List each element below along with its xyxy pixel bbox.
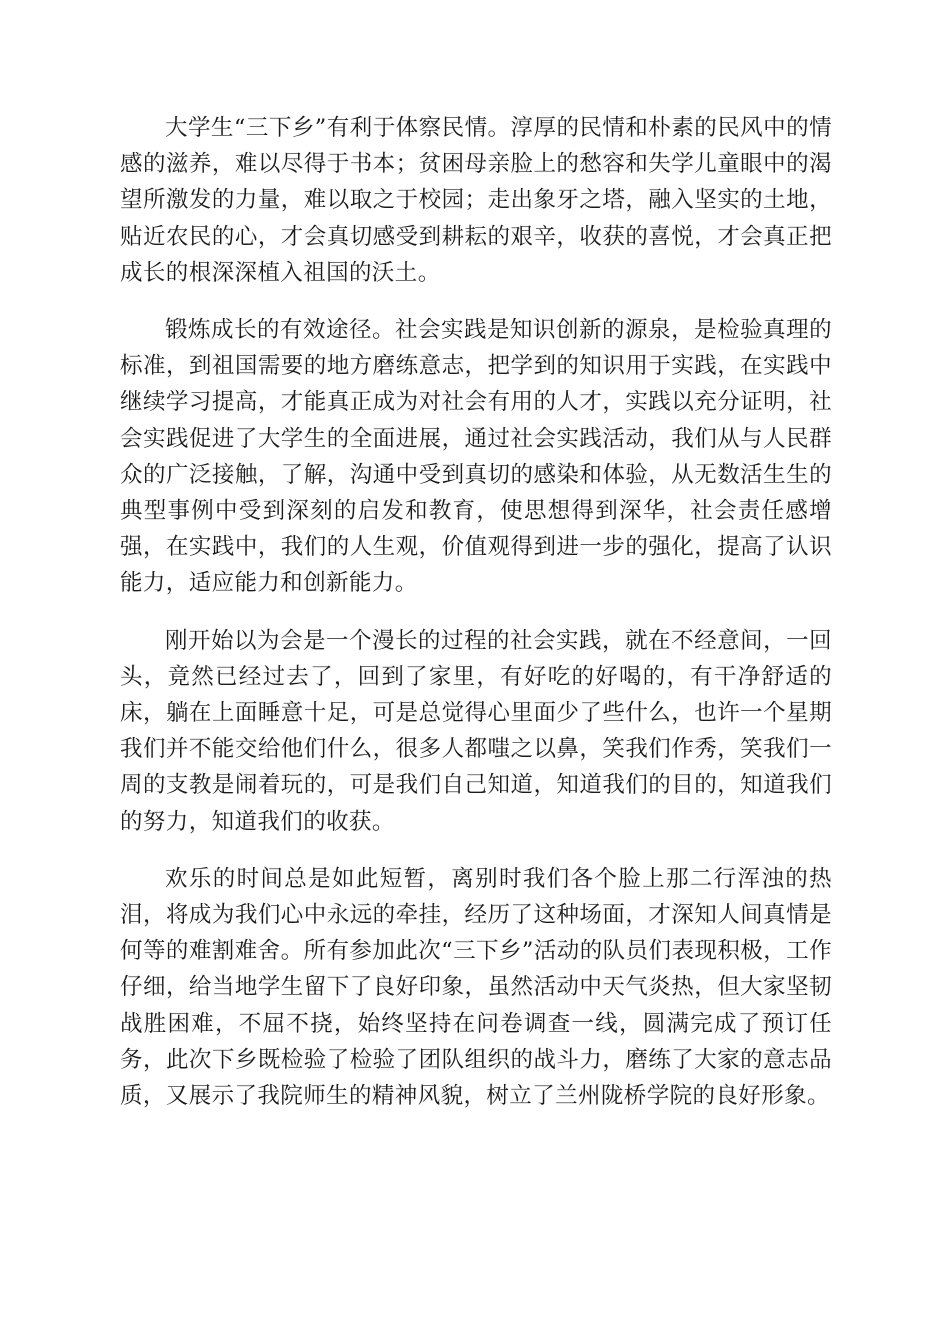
paragraph-1: 大学生“三下乡”有利于体察民情。淳厚的民情和朴素的民风中的情感的滋养，难以尽得于书本；贫困母亲脸上的愁容和失学儿童眼中的渴望所激发的力量，难以取之于校园；走出象牙之塔，融入坚实的土地，贴近农民的心，才会真切感受到耕耘的艰辛，收获的喜悦，才会真正把成长的根深深植入祖国的沃土。 [120,115,832,286]
paragraph-4: 欢乐的时间总是如此短暂，离别时我们各个脸上那二行浑浊的热泪，将成为我们心中永远的牵挂，经历了这种场面，才深知人间真情是何等的难割难舍。所有参加此次“三下乡”活动的队员们表现积极，工作仔细，给当地学生留下了良好印象，虽然活动中天气炎热，但大家坚韧战胜困难，不屈不挠，始终坚持在问卷调查一线，圆满完成了预订任务，此次下乡既检验了检验了团队组织的战斗力，磨练了大家的意志品质，又展示了我院师生的精神风貌，树立了兰州陇桥学院的良好形象。 [120,865,832,1110]
paragraph-3: 刚开始以为会是一个漫长的过程的社会实践，就在不经意间，一回头，竟然已经过去了，回到了家里，有好吃的好喝的，有干净舒适的床，躺在上面睡意十足，可是总觉得心里面少了些什么，也许一个星期我们并不能交给他们什么，很多人都嗤之以鼻，笑我们作秀，笑我们一周的支教是闹着玩的，可是我们自己知道，知道我们的目的，知道我们的努力，知道我们的收获。 [120,627,832,835]
document-page [120,110,832,1135]
paragraph-2: 锻炼成长的有效途径。社会实践是知识创新的源泉，是检验真理的标准，到祖国需要的地方磨练意志，把学到的知识用于实践，在实践中继续学习提高，才能真正成为对社会有用的人才，实践以充分证明，社会实践促进了大学生的全面进展，通过社会实践活动，我们从与人民群众的广泛接触，了解，沟通中受到真切的感染和体验，从无数活生生的典型事例中受到深刻的启发和教育，使思想得到深华，社会责任感增强，在实践中，我们的人生观，价值观得到进一步的强化，提高了认识能力，适应能力和创新能力。 [120,317,832,597]
